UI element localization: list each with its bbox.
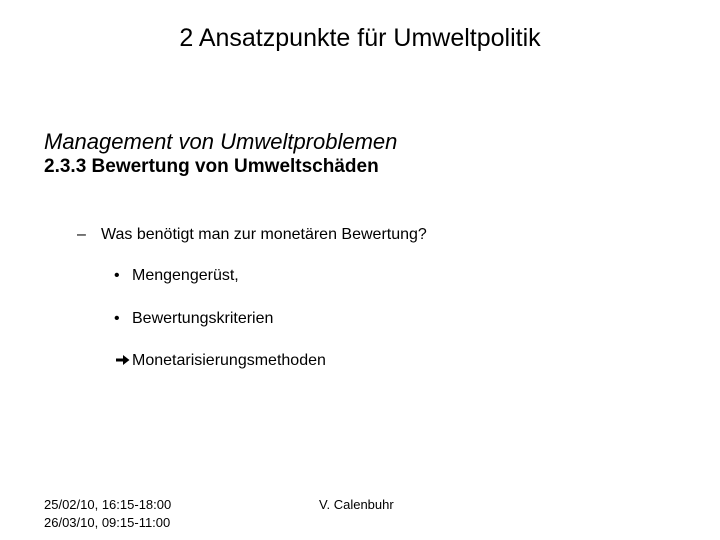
dash-marker: – bbox=[77, 226, 86, 243]
footer-dates bbox=[44, 496, 171, 532]
bullet-marker: • bbox=[114, 310, 120, 327]
bullet-text: Mengengerüst, bbox=[132, 267, 239, 284]
section-heading: Management von Umweltproblemen bbox=[44, 129, 398, 154]
question-item bbox=[77, 224, 427, 246]
slide-title: 2 Ansatzpunkte für Umweltpolitik bbox=[179, 24, 541, 52]
conclusion-text: Monetarisierungsmethoden bbox=[132, 352, 326, 369]
footer-author: V. Calenbuhr bbox=[319, 497, 394, 512]
conclusion-item bbox=[116, 350, 326, 372]
question-text: Was benötigt man zur monetären Bewertung? bbox=[101, 226, 427, 243]
footer-date: 26/03/10, 09:15-11:00 bbox=[44, 515, 171, 530]
bullet-marker: • bbox=[114, 267, 120, 284]
bullet-item-bewertungskriterien bbox=[114, 308, 273, 330]
bullet-text: Bewertungskriterien bbox=[132, 310, 274, 327]
section-subheading: 2.3.3 Bewertung von Umweltschäden bbox=[44, 156, 379, 177]
bullet-item-mengengeruest bbox=[114, 265, 239, 287]
right-arrow-icon bbox=[116, 350, 130, 372]
footer-date: 25/02/10, 16:15-18:00 bbox=[44, 497, 172, 512]
